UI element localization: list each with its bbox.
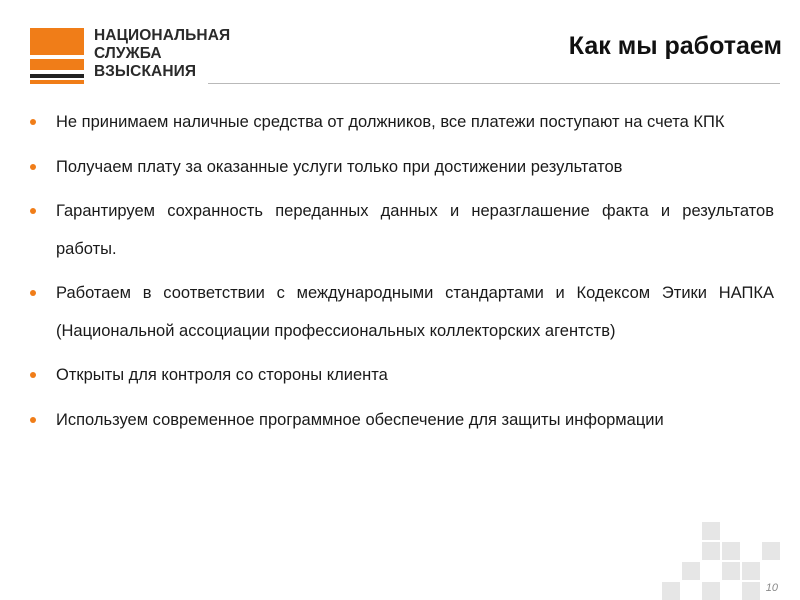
bullet-dot-icon (30, 417, 36, 423)
logo-line-1: НАЦИОНАЛЬНАЯ (94, 27, 231, 44)
page-number: 10 (765, 582, 778, 594)
bullet-dot-icon (30, 119, 36, 125)
bullet-dot-icon (30, 372, 36, 378)
bullet-text: Используем современное программное обеспечение для защиты информации (56, 410, 664, 429)
bullet-text: Открыты для контроля со стороны клиента (56, 366, 388, 384)
bullet-item (30, 149, 774, 187)
bullet-item (30, 104, 774, 142)
logo-line-2: СЛУЖБА (94, 45, 162, 62)
bullet-dot-icon (30, 208, 36, 214)
title-divider (208, 83, 780, 84)
bullet-text: Не принимаем наличные средства от должников, все платежи поступают на счета КПК (56, 113, 725, 131)
bullet-dot-icon (30, 164, 36, 170)
bullet-item (30, 275, 774, 350)
bullet-list (30, 104, 774, 439)
slide-title: Как мы работаем (568, 32, 782, 60)
bullet-item (30, 357, 774, 395)
company-logo (30, 28, 260, 88)
bullet-text: Гарантируем сохранность переданных данных и неразглашение факта и результатов работы. (56, 202, 774, 258)
bullet-item (30, 402, 774, 440)
bullet-item (30, 193, 774, 268)
bullet-text: Получаем плату за оказанные услуги только при достижении результатов (56, 157, 623, 176)
slide-content (30, 104, 774, 446)
bullet-dot-icon (30, 290, 36, 296)
logo-wordmark (94, 27, 230, 81)
logo-mark-icon (30, 28, 84, 84)
logo-line-3: ВЗЫСКАНИЯ (94, 63, 197, 80)
bullet-text: Работаем в соответствии с международными стандартами и Кодексом Этики НАПКА (Национальной ассоциации профессиональных коллекторских агентств) (56, 284, 774, 340)
